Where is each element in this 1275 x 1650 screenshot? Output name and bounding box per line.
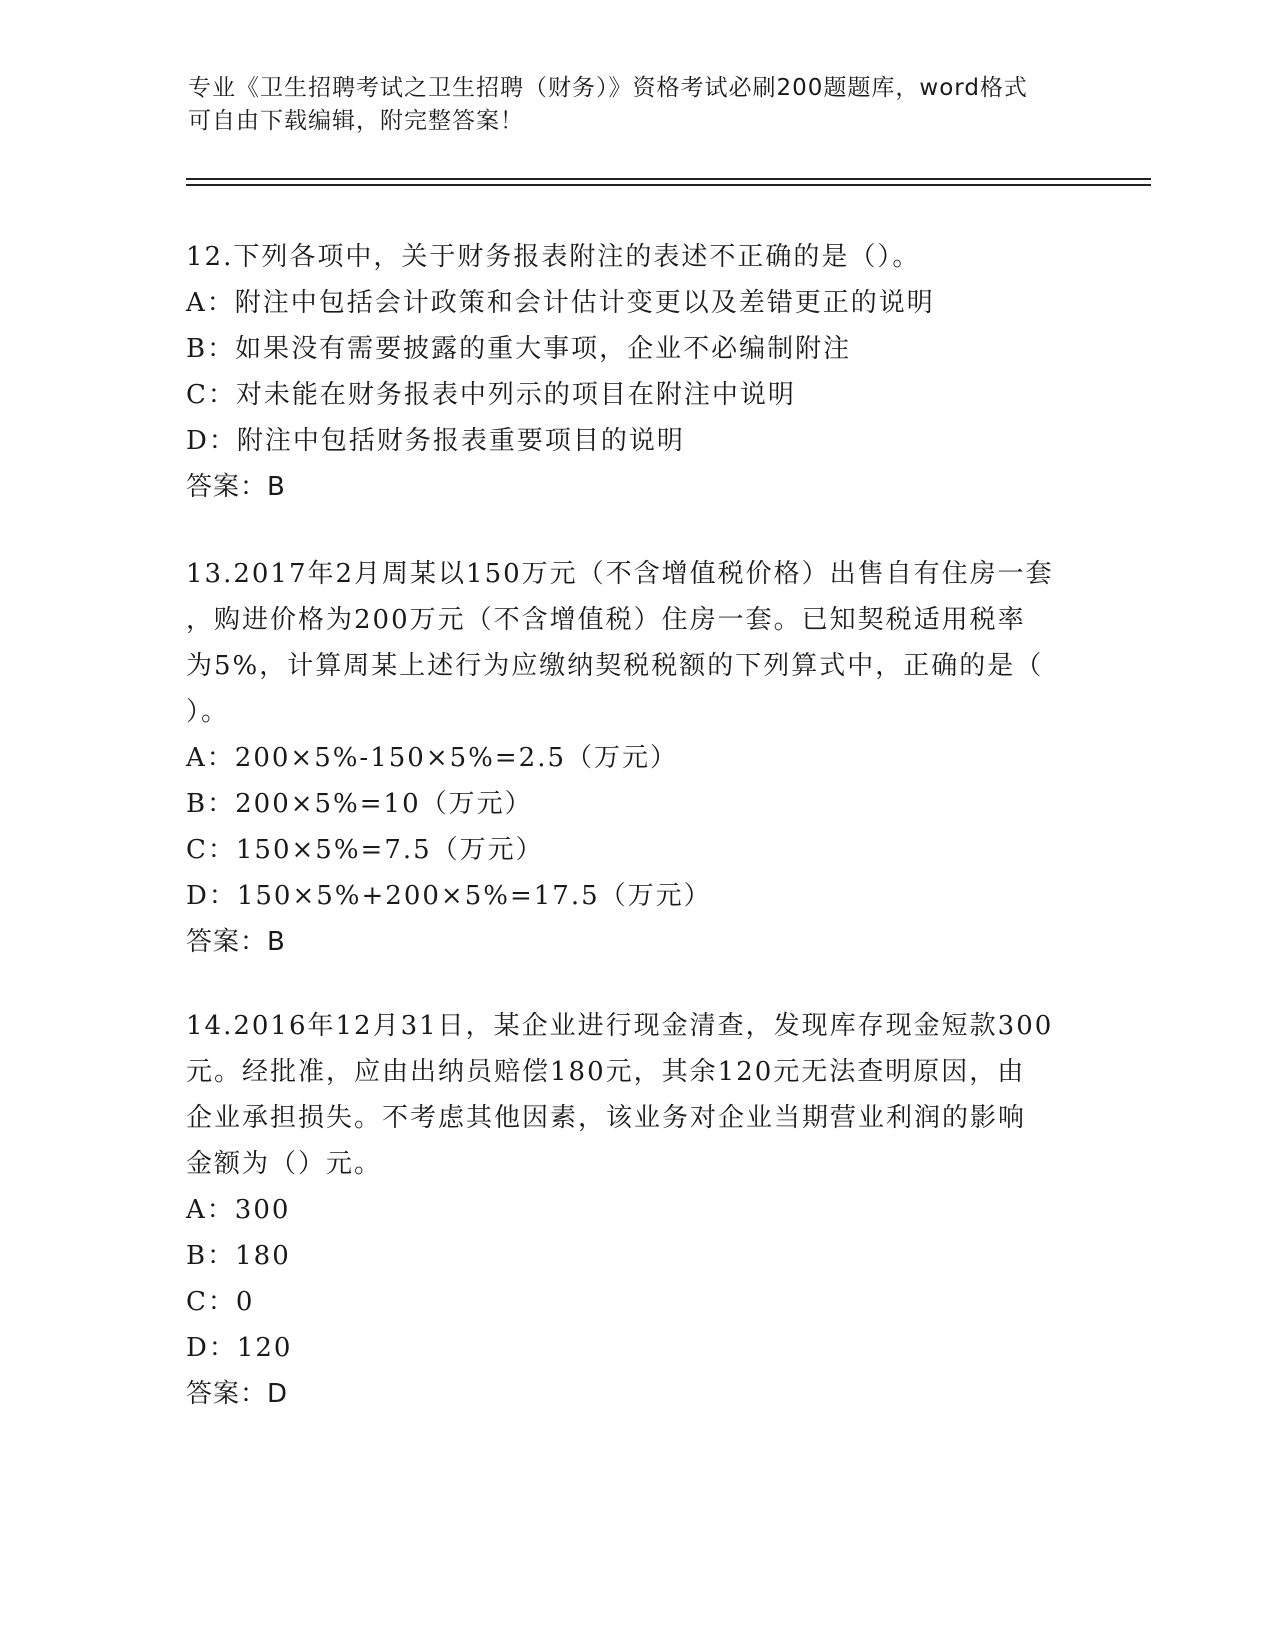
question-stem: 为5%，计算周某上述行为应缴纳契税税额的下列算式中，正确的是（ — [186, 651, 1044, 681]
question-stem: ，购进价格为200万元（不含增值税）住房一套。已知契税适用税率 — [186, 605, 1026, 635]
question-stem: 企业承担损失。不考虑其他因素，该业务对企业当期营业利润的影响 — [186, 1103, 1027, 1133]
option-c: C：对未能在财务报表中列示的项目在附注中说明 — [186, 380, 796, 410]
question-stem: 12.下列各项中，关于财务报表附注的表述不正确的是（）。 — [186, 242, 921, 272]
option-c: C：0 — [186, 1287, 255, 1317]
answer: 答案：B — [186, 472, 286, 502]
option-b: B：如果没有需要披露的重大事项，企业不必编制附注 — [186, 334, 852, 364]
header-divider-top — [186, 178, 1151, 180]
question-12 — [186, 234, 1086, 510]
question-stem: 金额为（）元。 — [186, 1149, 383, 1179]
answer: 答案：B — [186, 927, 286, 957]
option-d: D：120 — [186, 1333, 293, 1363]
option-a: A：附注中包括会计政策和会计估计变更以及差错更正的说明 — [186, 288, 935, 318]
header-line-1: 专业《卫生招聘考试之卫生招聘（财务）》资格考试必刷200题题库，word格式 — [188, 75, 1028, 101]
answer: 答案：D — [186, 1379, 289, 1409]
question-13 — [186, 551, 1086, 965]
question-14 — [186, 1003, 1086, 1417]
option-a: A：200×5%-150×5%=2.5（万元） — [186, 743, 679, 773]
question-stem: 14.2016年12月31日，某企业进行现金清查，发现库存现金短款300 — [186, 1011, 1054, 1041]
option-d: D：150×5%+200×5%=17.5（万元） — [186, 881, 712, 911]
question-stem: 元。经批准，应由出纳员赔偿180元，其余120元无法查明原因，由 — [186, 1057, 1026, 1087]
question-stem: 13.2017年2月周某以150万元（不含增值税价格）出售自有住房一套 — [186, 559, 1054, 589]
option-b: B：200×5%=10（万元） — [186, 789, 533, 819]
header-divider-bottom — [186, 184, 1151, 186]
option-d: D：附注中包括财务报表重要项目的说明 — [186, 426, 685, 456]
option-a: A：300 — [186, 1195, 291, 1225]
question-stem: ）。 — [186, 697, 230, 727]
header-line-2: 可自由下载编辑，附完整答案！ — [188, 108, 524, 134]
document-header — [188, 72, 1088, 138]
option-b: B：180 — [186, 1241, 291, 1271]
option-c: C：150×5%=7.5（万元） — [186, 835, 544, 865]
